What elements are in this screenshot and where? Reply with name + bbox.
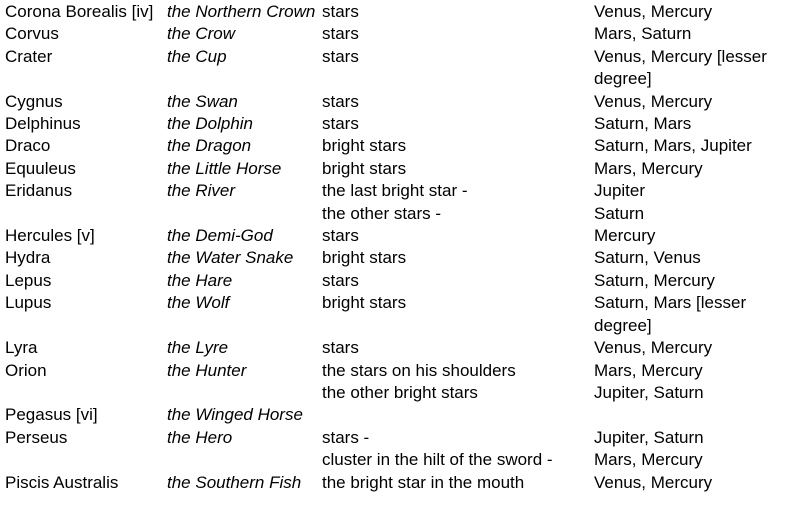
table-row [5,113,800,135]
table-row [5,382,800,404]
constellation-meaning: the Little Horse [167,158,282,178]
constellation-meaning: the Swan [167,91,238,111]
star-description: stars [322,2,359,21]
star-description: the other bright stars [322,382,478,402]
constellation-meaning: the Dolphin [167,114,254,134]
table-row [5,158,800,180]
constellation-meaning: the Hero [167,427,233,447]
table-row [5,404,800,426]
planet-nature: Mars, Mercury [594,450,703,470]
planet-nature: Saturn, Mars, Jupiter [594,136,752,156]
constellation-meaning: the Dragon [167,136,252,156]
constellation-name: Cygnus [5,91,63,111]
constellation-meaning: the Hunter [167,360,247,380]
constellation-name: Perseus [5,427,68,447]
star-description: the stars on his shoulders [322,360,516,380]
table-row [5,449,800,471]
constellation-name: Equuleus [5,158,76,178]
constellation-name: Lyra [5,338,38,358]
star-description: the other stars - [322,203,442,223]
table-row [5,427,800,449]
star-description: stars - [322,427,370,447]
planet-nature: Saturn, Mars [lesser degree] [594,293,747,335]
planet-nature: Saturn, Venus [594,248,701,268]
constellation-name: Piscis Australis [5,472,119,492]
planet-nature: Mars, Mercury [594,158,703,178]
constellation-name: Hydra [5,248,51,268]
star-description: stars [322,24,359,44]
planet-nature: Saturn, Mars [594,114,692,134]
star-description: the bright star in the mouth [322,472,525,492]
table-row [5,225,800,247]
planet-nature: Mercury [594,226,656,246]
table-row [5,180,800,202]
planet-nature: Mars, Mercury [594,360,703,380]
constellation-name: Lupus [5,293,52,313]
star-description: bright stars [322,248,407,268]
table-row [5,203,800,225]
constellation-name: Pegasus [vi] [5,405,98,425]
table-row [5,91,800,113]
constellation-meaning: the Crow [167,24,236,44]
planet-nature: Venus, Mercury [594,91,713,111]
constellation-meaning: the Wolf [167,293,230,313]
planet-nature: Jupiter [594,181,646,201]
star-description: stars [322,91,359,111]
planet-nature: Jupiter, Saturn [594,427,704,447]
planet-nature: Mars, Saturn [594,24,692,44]
table-row [5,135,800,157]
table-row [5,247,800,269]
constellation-meaning: the Water Snake [167,248,294,268]
constellation-meaning: the Winged Horse [167,405,303,425]
planet-nature: Venus, Mercury [594,2,713,21]
planet-nature: Saturn [594,203,645,223]
star-description: cluster in the hilt of the sword - [322,450,553,470]
constellation-name: Draco [5,136,51,156]
constellation-name: Lepus [5,270,52,290]
constellation-name: Corona Borealis [iv] [5,2,154,21]
star-description: bright stars [322,293,407,313]
table-row [5,270,800,292]
planet-nature: Venus, Mercury [594,338,713,358]
table-row [5,46,800,91]
constellation-meaning: the Southern Fish [167,472,302,492]
constellation-meaning: the Cup [167,46,227,66]
star-description: stars [322,114,359,134]
planet-nature: Jupiter, Saturn [594,382,704,402]
table-row [5,360,800,382]
table-row [5,472,800,494]
star-description: the last bright star - [322,181,468,201]
constellation-meaning: the River [167,181,236,201]
constellation-name: Corvus [5,24,59,44]
star-description: stars [322,338,359,358]
constellation-name: Crater [5,46,53,66]
constellation-name: Hercules [v] [5,226,95,246]
constellation-name: Delphinus [5,114,81,134]
constellation-meaning: the Northern Crown [167,2,316,21]
constellation-meaning: the Hare [167,270,233,290]
planet-nature: Venus, Mercury [lesser degree] [594,46,767,89]
constellation-table [5,1,800,494]
planet-nature: Venus, Mercury [594,472,713,492]
constellation-name: Eridanus [5,181,73,201]
planet-nature: Saturn, Mercury [594,270,715,290]
constellation-meaning: the Demi-God [167,226,273,246]
constellation-meaning: the Lyre [167,338,229,358]
constellation-name: Orion [5,360,47,380]
table-row [5,337,800,359]
star-description: stars [322,46,359,66]
star-description: bright stars [322,158,407,178]
star-description: stars [322,270,359,290]
table-row [5,1,800,23]
star-description: stars [322,226,359,246]
table-row [5,23,800,45]
star-description: bright stars [322,136,407,156]
table-row [5,292,800,337]
